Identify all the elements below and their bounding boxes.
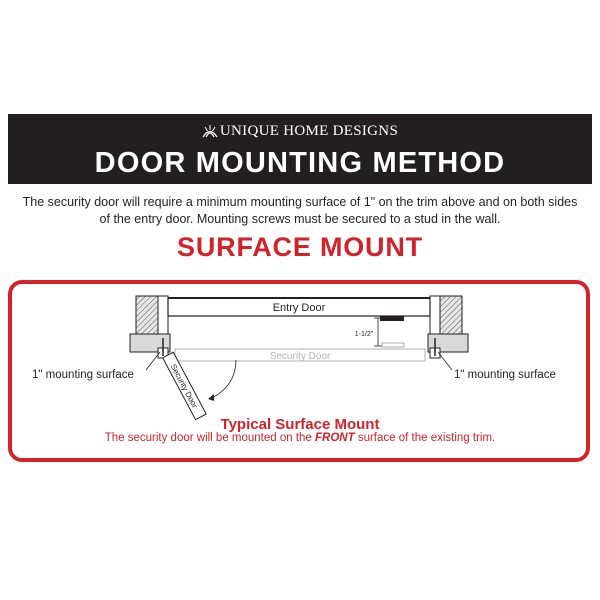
right-leader (438, 352, 452, 370)
entry-door-label: Entry Door (272, 302, 326, 314)
dimension-marker (374, 318, 382, 346)
security-door-swing (163, 352, 206, 419)
diagram-title: Typical Surface Mount (220, 416, 380, 433)
left-leader (146, 352, 160, 370)
hinge (382, 343, 404, 347)
caption-after: surface of the existing trim. (354, 432, 496, 444)
diagram-caption (0, 432, 600, 444)
swing-arrow (208, 394, 214, 401)
left-wall (130, 296, 170, 352)
right-surface-label: 1" mounting surface (454, 369, 556, 381)
door-handle (380, 316, 404, 321)
page-title: DOOR MOUNTING METHOD (94, 147, 506, 179)
caption-before: The security door will be mounted on the (104, 432, 316, 444)
left-surface-label: 1" mounting surface (32, 369, 134, 381)
swing-arc (212, 360, 236, 398)
caption-emphasis: FRONT (315, 432, 355, 444)
right-wall (428, 296, 468, 352)
section-title: SURFACE MOUNT (177, 232, 423, 262)
security-door-label: Security Door (269, 351, 331, 362)
security-door-swing-label: Security Door (168, 362, 200, 410)
dimension-label: 1-1/2" (354, 331, 374, 338)
intro-text: The security door will require a minimum mounting surface of 1" on the trim above and on both sides of the entry door. Mounting screws must be secured to a stud in the wall. (22, 195, 578, 226)
brand-name: UNIQUE HOME DESIGNS (219, 123, 399, 139)
